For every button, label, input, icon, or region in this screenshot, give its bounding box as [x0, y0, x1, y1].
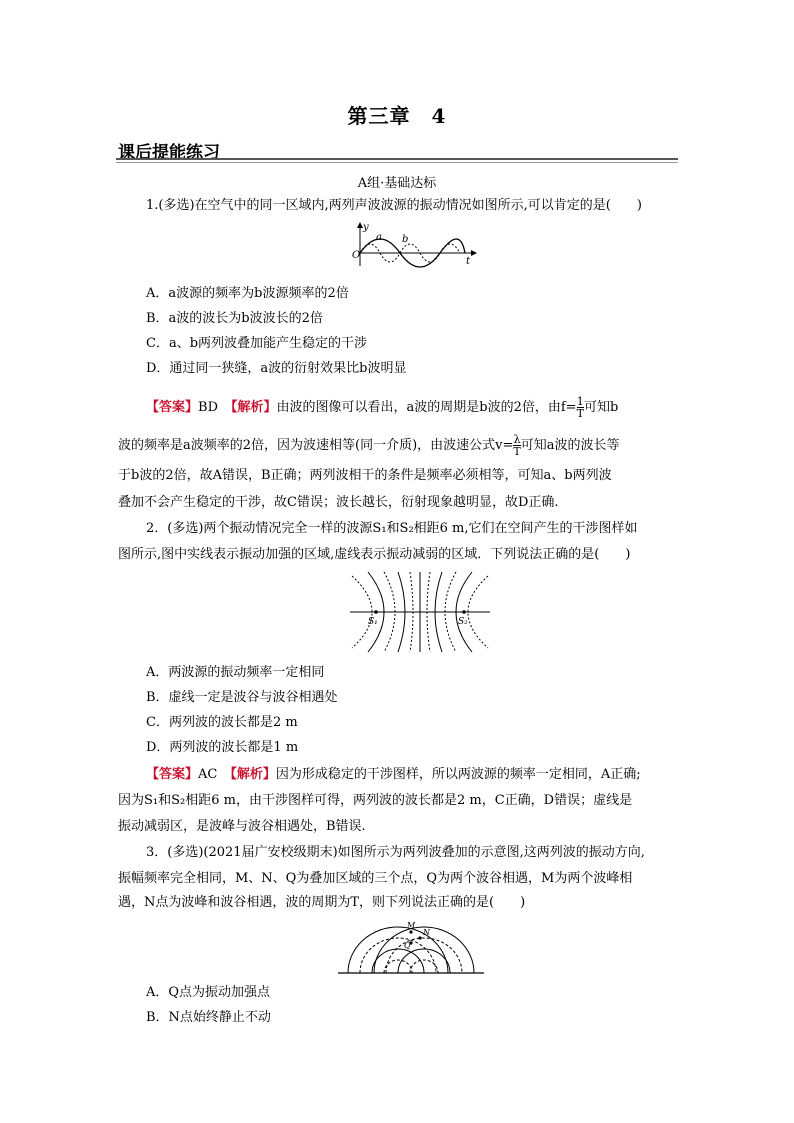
q3-option-a: A．Q点为振动加强点: [146, 985, 271, 1000]
q2-stem-line1: 2．(多选)两个振动情况完全一样的波源S₁和S₂相距6 m,它们在空间产生的干涉图样如: [146, 521, 638, 536]
svg-text:M: M: [407, 921, 416, 930]
q2-analysis-line2: 因为S₁和S₂相距6 m，由干涉图样可得，两列波的波长都是2 m，C正确，D错误；虚线是: [118, 793, 633, 808]
svg-text:S₁: S₁: [368, 617, 378, 627]
q3-stem-line1: 3．(多选)(2021届广安校级期末)如图所示为两列波叠加的示意图,这两列波的振动方向,: [146, 845, 645, 860]
q2-option-b: B．虚线一定是波谷与波谷相遇处: [146, 690, 338, 705]
q2-option-d: D．两列波的波长都是1 m: [146, 740, 299, 755]
analysis-tag: 【解析】: [231, 400, 277, 415]
fraction-lambda-over-t: $\frac{\lambda}{T}$: [513, 433, 521, 458]
q3-stem-line3: 遇，N点为波峰和波谷相遇，波的周期为T，则下列说法正确的是( ): [118, 895, 526, 910]
q1-analysis-line1: 【答案】BD 【解析】由波的图像可以看出，a波的周期是b波的2倍，由f= $\frac{1}{T}$ 可知b: [146, 395, 619, 420]
q2-option-c: C．两列波的波长都是2 m: [146, 715, 298, 730]
svg-text:t: t: [466, 256, 471, 267]
svg-text:y: y: [363, 222, 369, 233]
q1-wave-figure: [340, 220, 480, 268]
q1-answer: BD: [198, 400, 218, 415]
source-s2: [462, 610, 466, 614]
q2-analysis-line1: 【答案】AC 【解析】因为形成稳定的干涉图样，所以两波源的频率一定相同，A正确;: [146, 767, 641, 782]
point-m: [409, 930, 412, 933]
chapter-title: 第三章 4: [347, 104, 447, 128]
svg-text:N: N: [423, 928, 430, 937]
svg-text:O: O: [352, 250, 361, 261]
q1-option-d: D．通过同一狭缝，a波的衍射效果比b波明显: [146, 361, 407, 376]
q1-stem: 1.(多选)在空气中的同一区域内,两列声波波源的振动情况如图所示,可以肯定的是( ): [146, 198, 642, 213]
q2-interference-figure: [350, 570, 490, 654]
q2-option-a: A．两波源的振动频率一定相同: [146, 665, 325, 680]
group-heading: A组·基础达标: [357, 176, 437, 191]
q1-option-b: B．a波的波长为b波波长的2倍: [146, 311, 323, 326]
svg-text:S₂: S₂: [458, 617, 468, 627]
q3-option-b: B．N点始终静止不动: [146, 1010, 271, 1025]
q3-stem-line2: 振幅频率完全相同，M、N、Q为叠加区域的三个点，Q为两个波谷相遇，M为两个波峰相: [118, 871, 633, 886]
q2-stem-line2: 图所示,图中实线表示振动加强的区域,虚线表示振动减弱的区域．下列说法正确的是( ): [118, 547, 631, 562]
svg-text:b: b: [402, 234, 409, 245]
answer-tag: 【答案】: [146, 400, 199, 415]
q1-option-c: C．a、b两列波叠加能产生稳定的干涉: [146, 336, 368, 351]
q1-option-a: A．a波源的频率为b波源频率的2倍: [146, 286, 349, 301]
svg-text:a: a: [376, 232, 382, 243]
source-s1: [374, 610, 378, 614]
q1-analysis-line3: 于b波的2倍，故A错误，B正确；两列波相干的条件是频率必须相等，可知a、b两列波: [118, 468, 612, 483]
q2-answer: AC: [198, 767, 218, 782]
point-n: [418, 936, 421, 939]
q1-analysis-line2: 波的频率是a波频率的2倍，因为波速相等(同一介质)，由波速公式v= $\frac{\lambda}{T}$ 可知a波的波长等: [118, 433, 620, 458]
svg-text:Q: Q: [404, 941, 411, 950]
q1-analysis-line4: 叠加不会产生稳定的干涉，故C错误；波长越长，衍射现象越明显，故D正确.: [118, 495, 559, 510]
header-rule: [116, 158, 678, 160]
q3-superposition-figure: [338, 918, 484, 976]
section-title: 课后提能练习: [118, 143, 220, 163]
fraction-1-over-t: $\frac{1}{T}$: [576, 395, 584, 420]
header-rule-thin: [116, 162, 678, 163]
q2-analysis-line3: 振动减弱区，是波峰与波谷相遇处，B错误.: [118, 819, 366, 834]
